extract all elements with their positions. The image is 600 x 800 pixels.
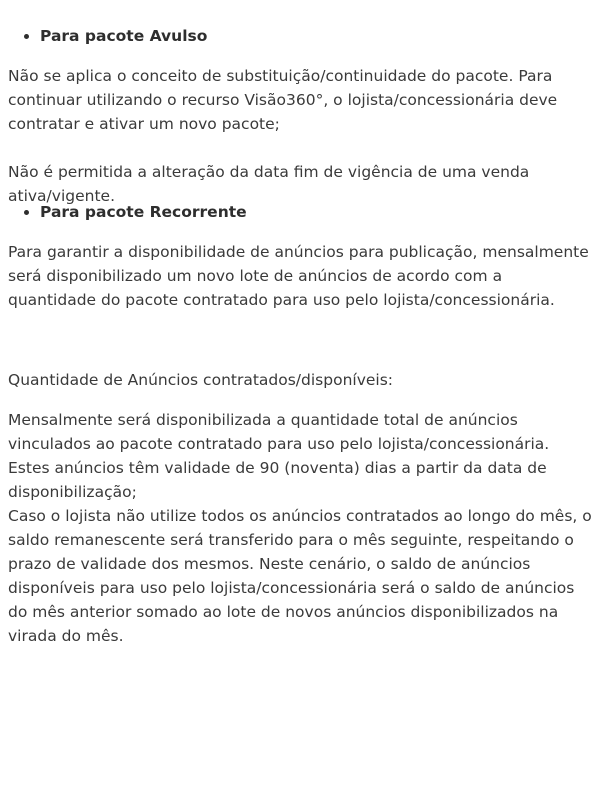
bullet-list-avulso	[8, 24, 600, 48]
paragraph-quantidade-mensal: Mensalmente será disponibilizada a quantidade total de anúncios vinculados ao pacote contratado para uso pelo lojista/concessionária. Estes anúncios têm validade de 90 (noventa) dias a partir da data de disponibilização;	[8, 411, 550, 501]
section-heading-quantidade: Quantidade de Anúncios contratados/disponíveis:	[8, 371, 394, 389]
section-heading-recorrente: • Para pacote Recorrente	[40, 200, 600, 224]
bullet-list-recorrente	[8, 200, 600, 224]
paragraph-quantidade-saldo: Caso o lojista não utilize todos os anúncios contratados ao longo do mês, o saldo remanescente será transferido para o mês seguinte, respeitando o prazo de validade dos mesmos. Neste cenário, o saldo de anúncios disponíveis para uso pelo lojista/concessionária será o saldo de anúncios do mês anterior somado ao lote de novos anúncios disponibilizados na virada do mês.	[8, 507, 592, 645]
paragraph-recorrente-lote: Para garantir a disponibilidade de anúncios para publicação, mensalmente será disponibilizado um novo lote de anúncios de acordo com a quantidade do pacote contratado para uso pelo lojista/concessionária.	[8, 243, 589, 309]
paragraph-avulso-conceito: Não se aplica o conceito de substituição/continuidade do pacote. Para continuar utilizando o recurso Visão360°, o lojista/concessionária deve contratar e ativar um novo pacote;	[8, 67, 558, 133]
section-heading-avulso: • Para pacote Avulso	[40, 24, 600, 48]
paragraph-avulso-data-fim: Não é permitida a alteração da data fim de vigência de uma venda ativa/vigente.	[8, 163, 530, 205]
